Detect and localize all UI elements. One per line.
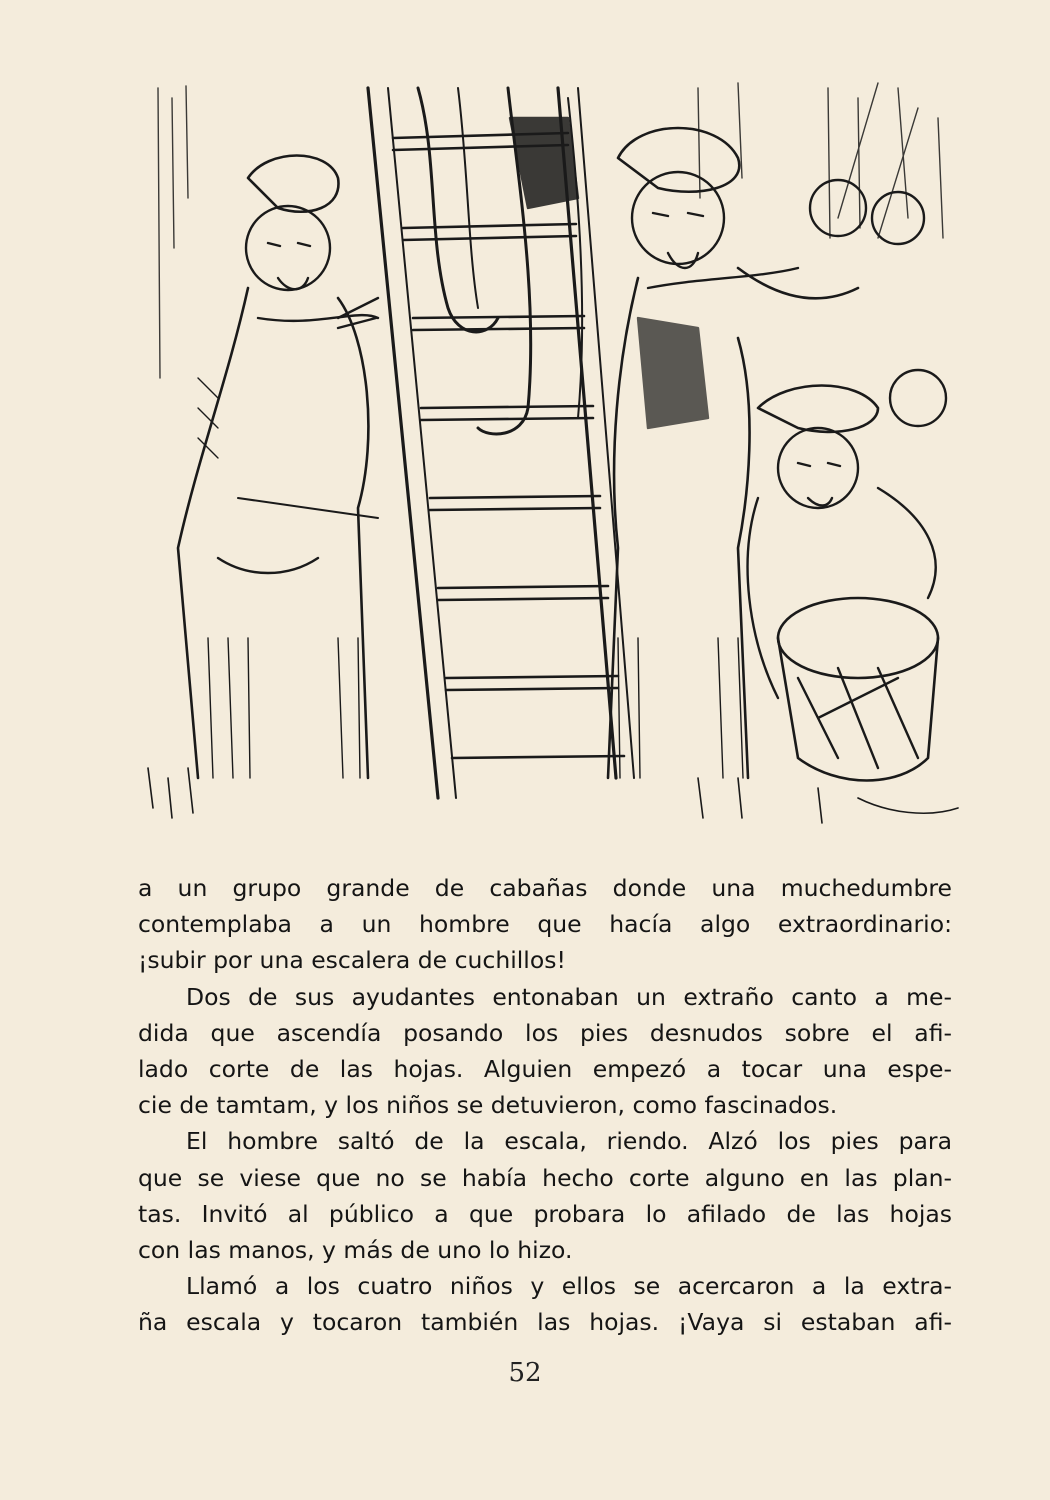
text-line: El hombre saltó de la escala, riendo. Alzó los pies para [186, 1127, 952, 1156]
text-line: cie de tamtam, y los niños se detuvieron, como fascinados. [138, 1091, 838, 1120]
text-line: ña escala y tocaron también las hojas. ¡Vaya si estaban afi- [138, 1308, 952, 1337]
text-line: con las manos, y más de uno lo hizo. [138, 1236, 573, 1265]
text-line: Dos de sus ayudantes entonaban un extraño canto a me- [186, 982, 952, 1011]
text-line: contemplaba a un hombre que hacía algo extraordinario: [138, 910, 952, 939]
text-line: Llamó a los cuatro niños y ellos se acercaron a la extra- [186, 1272, 952, 1301]
page-number: 52 [508, 1358, 542, 1388]
body-text [138, 870, 952, 1341]
text-line: lado corte de las hojas. Alguien empezó a tocar una espe- [138, 1055, 952, 1084]
text-line: tas. Invitó al público a que probara lo afilado de las hojas [138, 1199, 952, 1228]
text-line: que se viese que no se había hecho corte alguno en las plan- [138, 1163, 952, 1192]
illustration [138, 78, 968, 838]
text-line: ¡subir por una escalera de cuchillos! [138, 946, 566, 975]
text-line: dida que ascendía posando los pies desnudos sobre el afi- [138, 1018, 952, 1047]
ladder-scene-icon [138, 78, 968, 838]
text-line: a un grupo grande de cabañas donde una muchedumbre [138, 874, 952, 902]
